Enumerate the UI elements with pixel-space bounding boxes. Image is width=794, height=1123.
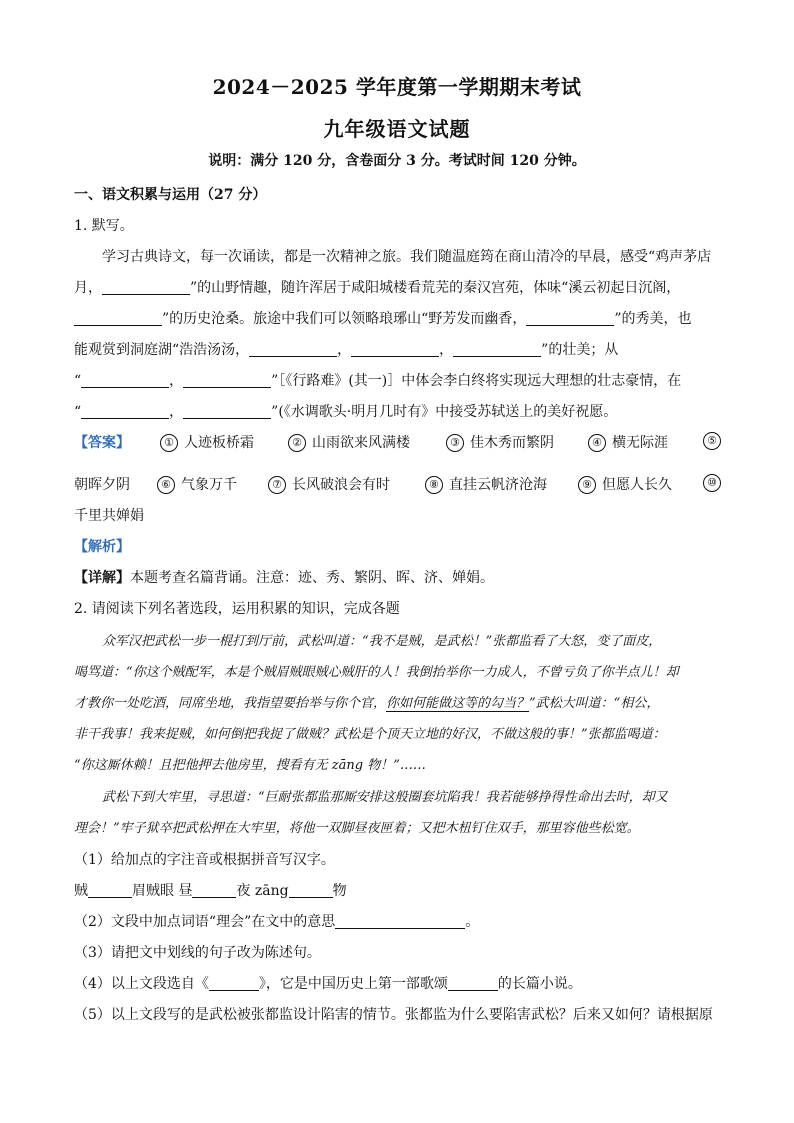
excerpt-line: 喝骂道：“你这个贼配军，本是个贼眉贼眼贼心贼肝的人！我倒抬举你一力成人，不曾亏负了你半点儿！却 xyxy=(74,665,679,680)
question-1-text xyxy=(74,401,617,421)
answer-number: ⑧ xyxy=(425,476,443,494)
text-fragment: 月， xyxy=(74,280,102,296)
exam-instructions: 说明：满分 120 分，含卷面分 3 分。考试时间 120 分钟。 xyxy=(208,153,586,169)
excerpt-line: 理会！”牢子狱卒把武松押在大牢里，将他一双脚昼夜匣着；又把木杻钉住双手，那里容他些松宽。 xyxy=(74,821,640,836)
text-fragment: ”的山野情趣，随许浑居于咸阳城楼看荒芜的秦汉宫苑，体味“溪云初起日沉阁， xyxy=(190,280,681,296)
excerpt-line: 非干我事！我来捉贼，如何倒把我捉了做贼？武松是个顶天立地的好汉，不做这般的事！”张都监喝道： xyxy=(74,727,666,742)
text-fragment: （2）文段中加点词语“理会”在文中的意思 xyxy=(74,914,336,930)
answer-blank[interactable] xyxy=(81,403,169,419)
answer-text: 直挂云帆济沧海 xyxy=(449,477,547,493)
answer-item xyxy=(703,432,727,450)
text-fragment: 能观赏到洞庭湖“浩浩汤汤， xyxy=(74,342,250,358)
answer-number: ⑩ xyxy=(703,474,721,492)
answer-blank[interactable] xyxy=(526,310,614,326)
answer-blank[interactable] xyxy=(183,403,271,419)
question-1-text xyxy=(74,308,692,328)
analysis-tag xyxy=(74,536,130,556)
answer-item xyxy=(157,474,237,494)
excerpt-line xyxy=(74,692,659,711)
text-fragment: 才教你一处吃酒，同席坐地，我指望要抬举与你个官， xyxy=(74,696,387,711)
text-fragment: ， xyxy=(439,342,454,358)
text-fragment: 眉贼眼 昼 xyxy=(132,883,193,899)
answer-item xyxy=(446,432,554,452)
text-fragment: 物 xyxy=(332,883,347,899)
answer-number: ⑦ xyxy=(268,476,286,494)
subquestion-1: （1）给加点的字注音或根据拼音写汉字。 xyxy=(74,852,335,868)
answer-text: 气象万千 xyxy=(181,477,237,493)
question-1-text xyxy=(74,339,618,359)
answer-tag xyxy=(74,432,130,452)
analysis-label: 【解析】 xyxy=(74,539,130,555)
detail-label: 【详解】 xyxy=(74,570,130,586)
answer-item xyxy=(160,432,254,452)
answer-item xyxy=(703,474,727,492)
excerpt-line: “你这厮休赖！且把他押去他房里，搜看有无 zāng 物！”…… xyxy=(74,758,426,773)
text-fragment: ”的历史沧桑。旅途中我们可以领略琅琊山“野芳发而幽香， xyxy=(162,311,527,327)
text-fragment: （4）以上文段选自《 xyxy=(74,976,209,992)
answer-number: ⑥ xyxy=(157,476,175,494)
excerpt-line: 武松下到大牢里，寻思道：“巨耐张都监那厮安排这般圈套坑陷我！我若能够挣得性命出去时，却又 xyxy=(102,790,668,805)
answer-text: 山雨欲来风满楼 xyxy=(312,435,410,451)
question-1-text: 学习古典诗文，每一次诵读，都是一次精神之旅。我们随温庭筠在商山清冷的早晨，感受“鸡声茅店 xyxy=(102,249,712,265)
answer-label: 【答案】 xyxy=(74,435,130,451)
answer-number: ④ xyxy=(588,434,606,452)
answer-number: ⑨ xyxy=(578,476,596,494)
subquestion-4 xyxy=(74,973,582,993)
answer-item xyxy=(268,474,390,494)
text-fragment: 的长篇小说。 xyxy=(497,976,582,992)
answer-number: ① xyxy=(160,434,178,452)
answer-number: ⑤ xyxy=(703,432,721,450)
subquestion-3: （3）请把文中划线的句子改为陈述句。 xyxy=(74,945,321,961)
answer-text: 千里共婵娟 xyxy=(74,508,144,524)
text-fragment: 。 xyxy=(465,914,480,930)
answer-item xyxy=(74,505,144,525)
answer-blank[interactable] xyxy=(183,372,271,388)
answer-blank[interactable] xyxy=(81,372,169,388)
exam-subtitle: 九年级语文试题 xyxy=(323,117,471,141)
answer-text: 朝晖夕阴 xyxy=(74,477,130,493)
text-fragment: ”武松大叫道：“相公， xyxy=(529,696,660,711)
answer-text: 但愿人长久 xyxy=(602,477,672,493)
text-fragment: 贼 xyxy=(74,883,88,899)
answer-text: 长风破浪会有时 xyxy=(292,477,390,493)
answer-blank[interactable] xyxy=(88,882,132,898)
text-fragment: 》，它是中国历史上第一部歌颂 xyxy=(258,976,448,992)
text-fragment: ， xyxy=(169,373,184,389)
subquestion-5: （5）以上文段写的是武松被张都监设计陷害的情节。张都监为什么要陷害武松？后来又如何？请根据原 xyxy=(74,1007,713,1023)
answer-number: ② xyxy=(288,434,306,452)
question-2-number: 2. 请阅读下列名著选段，运用积累的知识，完成各题 xyxy=(74,601,400,617)
text-fragment: ”的秀美，也 xyxy=(614,311,692,327)
question-1-text xyxy=(74,370,681,390)
text-fragment: ， xyxy=(169,404,184,420)
answer-item xyxy=(74,474,130,494)
answer-blank[interactable] xyxy=(102,279,190,295)
answer-blank[interactable] xyxy=(335,913,465,929)
answer-number: ③ xyxy=(446,434,464,452)
text-fragment: ， xyxy=(337,342,352,358)
text-fragment: ”(《水调歌头·明月几时有》中接受苏轼送上的美好祝愿。 xyxy=(271,404,618,420)
answer-blank[interactable] xyxy=(249,341,337,357)
section-heading: 一、语文积累与运用（27 分） xyxy=(74,187,267,203)
subquestion-1-blanks xyxy=(74,880,347,900)
subquestion-2 xyxy=(74,911,479,931)
answer-blank[interactable] xyxy=(453,341,541,357)
answer-item xyxy=(578,474,672,494)
excerpt-line: 众军汉把武松一步一棍打到厅前，武松叫道：“我不是贼，是武松！”张都监看了大怒，变了面皮， xyxy=(102,634,662,649)
answer-item xyxy=(588,432,668,452)
answer-blank[interactable] xyxy=(351,341,439,357)
answer-item xyxy=(288,432,410,452)
text-fragment: “ xyxy=(74,404,82,420)
detail-text: 本题考查名篇背诵。注意：迹、秀、繁阴、晖、济、婵娟。 xyxy=(130,570,494,586)
exam-title: 2024－2025 学年度第一学期期末考试 xyxy=(212,75,582,99)
answer-item xyxy=(425,474,547,494)
answer-blank[interactable] xyxy=(448,975,498,991)
text-fragment: ”［《行路难》(其一)］中体会李白终将实现远大理想的壮志豪情，在 xyxy=(271,373,682,389)
underlined-sentence: 你如何能做这等的勾当？ xyxy=(386,696,530,711)
answer-blank[interactable] xyxy=(209,975,259,991)
answer-blank[interactable] xyxy=(192,882,236,898)
text-fragment: 夜 zāng xyxy=(236,883,289,899)
answer-text: 横无际涯 xyxy=(612,435,668,451)
answer-blank[interactable] xyxy=(74,310,162,326)
text-fragment: ”的壮美；从 xyxy=(541,342,619,358)
answer-text: 佳木秀而繁阴 xyxy=(470,435,554,451)
question-1-number: 1. 默写。 xyxy=(74,218,134,234)
question-1-text xyxy=(74,277,680,297)
text-fragment: “ xyxy=(74,373,82,389)
answer-text: 人迹板桥霜 xyxy=(184,435,254,451)
detail-line xyxy=(74,567,494,587)
answer-blank[interactable] xyxy=(289,882,333,898)
